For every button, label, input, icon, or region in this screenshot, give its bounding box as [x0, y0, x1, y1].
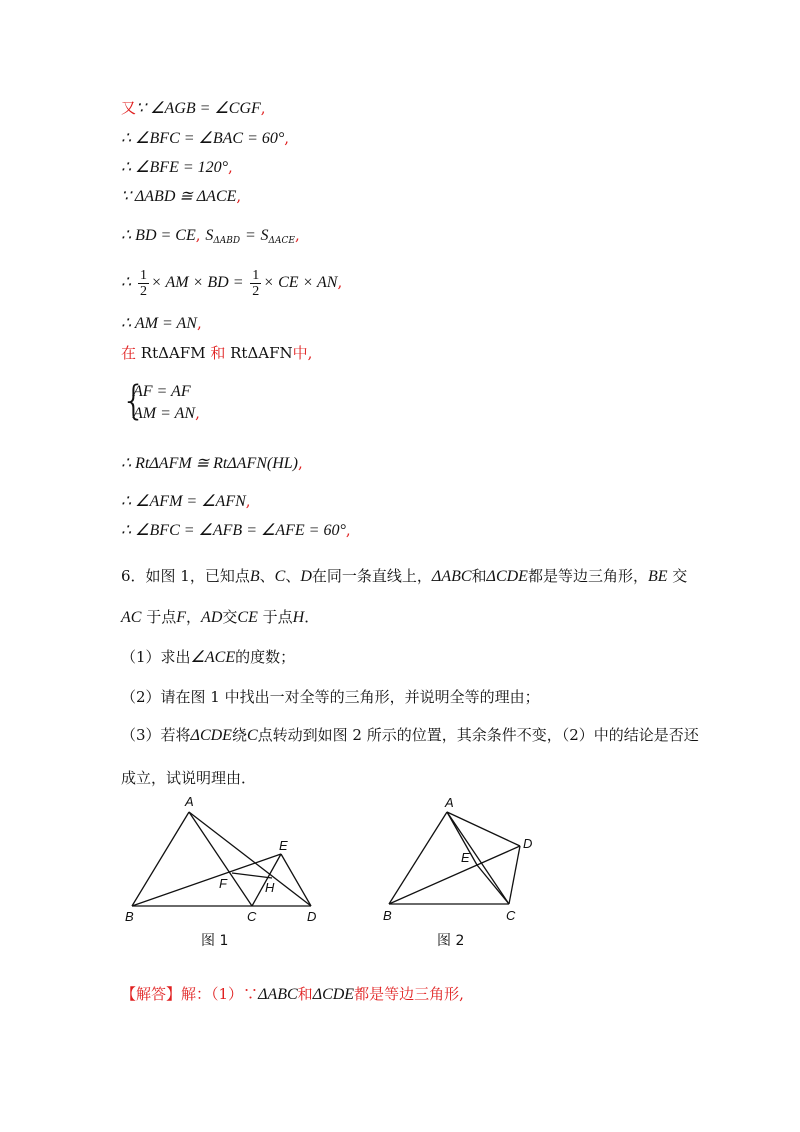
problem-text: 都是等边三角形，	[527, 567, 648, 585]
figure-1	[115, 790, 335, 930]
punct: ,	[195, 404, 200, 422]
answer-math: ΔABC	[258, 986, 298, 1003]
problem-text: 于点	[146, 608, 177, 626]
question-3-cont	[121, 768, 256, 788]
punct: ,	[228, 158, 233, 176]
proof-math: AM = AN	[133, 405, 196, 422]
label-A: A	[445, 795, 454, 810]
label-A: A	[185, 794, 194, 809]
fraction-denominator: 2	[252, 283, 260, 299]
problem-math: H	[292, 609, 305, 626]
answer-tag: 【解答】	[121, 985, 182, 1003]
segment-CD	[509, 846, 520, 904]
segment-FH	[232, 873, 272, 878]
proof-text: 又	[121, 99, 137, 117]
proof-math: ∵ ΔABD ≅ ΔACE	[121, 188, 237, 205]
system-line-2	[133, 403, 200, 424]
proof-math: × CE × AN	[263, 274, 338, 291]
segment-AC	[189, 812, 252, 906]
system-brace: {	[121, 378, 147, 424]
question-3	[121, 725, 699, 746]
proof-line-8	[121, 343, 312, 363]
answer-line	[121, 984, 464, 1005]
problem-text: （2）请在图 1 中找出一对全等的三角形，并说明全等的理由；	[121, 688, 540, 706]
problem-text: （1）求出	[121, 648, 191, 666]
system-line-1	[133, 381, 191, 402]
segment-BE	[389, 846, 520, 904]
proof-math: AF = AF	[133, 383, 191, 400]
proof-line-6	[121, 266, 342, 299]
punct: ,	[337, 273, 343, 291]
figure-1-caption: 图 1	[201, 933, 229, 949]
problem-math: AC	[121, 609, 142, 626]
punct: ,	[260, 99, 266, 117]
punct: ,	[345, 521, 351, 539]
question-1	[121, 647, 295, 668]
proof-line-1	[121, 98, 266, 119]
label-B: B	[383, 908, 392, 923]
label-E: E	[461, 850, 470, 865]
problem-text: 、	[259, 567, 275, 585]
label-F: F	[219, 876, 227, 891]
figure-2-caption: 图 2	[437, 933, 465, 949]
problem-text: 在同一条直线上，	[311, 567, 432, 585]
problem-text: 绕	[231, 726, 247, 744]
area-subscript: ΔABD	[213, 236, 241, 246]
fraction-numerator: 1	[252, 267, 260, 283]
problem-text: ．	[304, 608, 320, 626]
proof-math: ∴ AM = AN	[121, 315, 197, 332]
area-symbol: S	[260, 227, 269, 244]
proof-math: ∴ ∠BFC = ∠AFB = ∠AFE = 60°	[121, 522, 346, 539]
fraction-half	[138, 268, 149, 299]
proof-math: ∵ ∠AGB = ∠CGF	[136, 100, 261, 117]
proof-line-4	[121, 186, 241, 207]
problem-line-2	[121, 607, 319, 628]
punct: ,	[298, 454, 303, 472]
segment-AB	[132, 812, 189, 906]
problem-math: D	[300, 568, 312, 585]
proof-math: ∴ ∠AFM = ∠AFN	[121, 493, 246, 510]
proof-math: RtΔAFN	[230, 344, 293, 362]
label-H: H	[265, 880, 275, 895]
punct: ,	[245, 492, 251, 510]
label-E: E	[279, 838, 288, 853]
proof-line-7	[121, 313, 202, 334]
problem-text: 点转动到如图 2 所示的位置，其余条件不变，（2）中的结论是否还	[257, 726, 699, 744]
segment-DE	[281, 854, 311, 906]
answer-math: ΔCDE	[312, 986, 355, 1003]
problem-line-1	[121, 566, 687, 587]
label-C: C	[247, 909, 257, 924]
problem-text: 、	[285, 567, 301, 585]
proof-text: 和	[210, 344, 226, 362]
punct: ,	[196, 314, 202, 332]
proof-math: ∴ ∠BFE = 120°	[121, 159, 229, 176]
label-B: B	[125, 909, 134, 924]
problem-math: AD	[201, 609, 223, 626]
answer-text: 和	[297, 985, 313, 1003]
question-2	[121, 687, 540, 707]
proof-line-2	[121, 128, 289, 149]
fraction-denominator: 2	[139, 283, 147, 299]
punct: ,	[284, 129, 290, 147]
punct: ,	[294, 226, 300, 244]
fraction-half	[250, 268, 261, 299]
proof-line-5	[121, 225, 300, 251]
proof-text: 中,	[292, 344, 313, 362]
proof-math: ∴	[121, 274, 132, 291]
label-D: D	[307, 909, 317, 924]
punct: ,	[236, 187, 242, 205]
proof-math: ∴ BD = CE	[121, 227, 196, 244]
area-subscript: ΔACE	[268, 236, 295, 246]
segment-CE	[477, 865, 509, 904]
proof-math: ∴ RtΔAFM ≅ RtΔAFN(HL)	[121, 455, 299, 472]
answer-text: 都是等边三角形,	[354, 985, 464, 1003]
label-C: C	[506, 908, 516, 923]
problem-text: 于点	[262, 608, 293, 626]
problem-math: CE	[237, 609, 258, 626]
punct: ,	[195, 226, 201, 244]
problem-text: ，	[186, 608, 202, 626]
problem-text: 交	[222, 608, 238, 626]
area-symbol: S	[205, 227, 214, 244]
problem-text: 交	[672, 567, 688, 585]
proof-math: ∴ ∠BFC = ∠BAC = 60°	[121, 130, 285, 147]
answer-text: 解：（1）∵	[181, 985, 259, 1003]
fraction-numerator: 1	[139, 267, 147, 283]
proof-math: RtΔAFM	[140, 344, 206, 362]
problem-text: 的度数；	[235, 648, 296, 666]
segment-AB	[389, 812, 447, 904]
problem-math: ΔCDE	[486, 568, 528, 585]
problem-text: 6．如图 1，已知点	[121, 567, 250, 585]
problem-text: （3）若将	[121, 726, 191, 744]
label-D: D	[523, 836, 533, 851]
problem-math: F	[176, 609, 187, 626]
problem-text: 成立，试说明理由．	[121, 769, 257, 787]
segment-BE	[132, 854, 281, 906]
problem-math: ΔABC	[431, 568, 472, 585]
segment-AD	[189, 812, 311, 906]
proof-line-10	[121, 453, 303, 474]
proof-text: 在	[121, 344, 137, 362]
figure-2	[375, 790, 555, 930]
proof-line-12	[121, 520, 351, 541]
problem-math: BE	[647, 568, 668, 585]
problem-math: ΔCDE	[190, 727, 232, 744]
proof-line-3	[121, 157, 233, 178]
problem-math: C	[246, 727, 258, 744]
problem-math: ∠ACE	[190, 649, 236, 666]
proof-line-11	[121, 491, 251, 512]
proof-math: × AM × BD =	[150, 274, 244, 291]
problem-math: C	[274, 568, 286, 585]
proof-math: =	[244, 227, 256, 244]
problem-math: B	[249, 568, 260, 585]
problem-text: 和	[471, 567, 487, 585]
